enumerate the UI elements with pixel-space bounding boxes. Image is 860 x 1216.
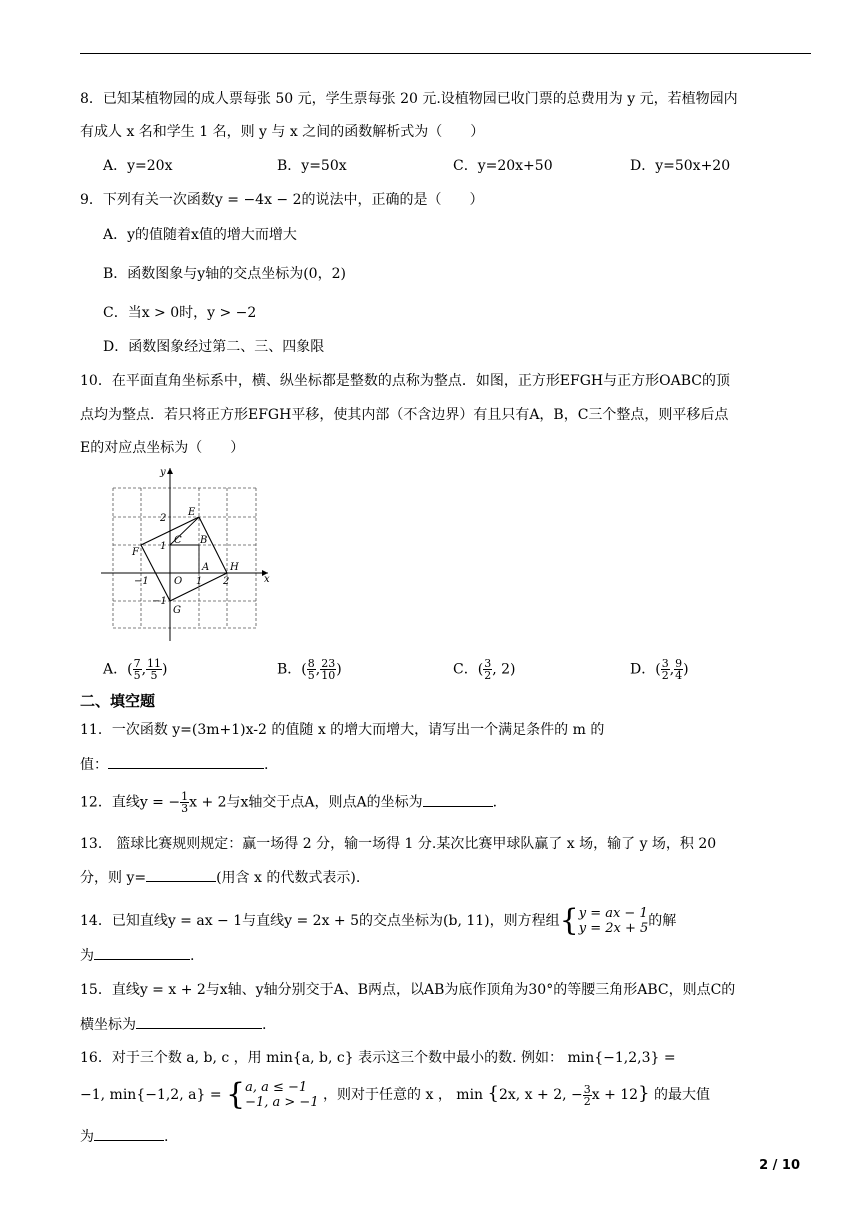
q12-answer-blank[interactable] [423, 792, 493, 807]
fig-axis-x: x [264, 574, 270, 585]
q9-option-d: D．函数图象经过第二、三、四象限 [103, 339, 325, 355]
fig-tick-ym1: −1 [152, 596, 167, 607]
q10-option-c: C．( $\frac{3}{2}$ , 2) [453, 657, 516, 682]
q15-answer-blank[interactable] [136, 1014, 262, 1029]
q11-line1: 11．一次函数 y=(3m+1)x-2 的值随 x 的增大而增大，请写出一个满足条件的 m 的 [80, 722, 605, 738]
q13-line2: 分，则 y= (用含 x 的代数式表示). [80, 867, 360, 888]
q8-option-a: A．y=20x [103, 158, 173, 174]
fig-label-h: H [230, 562, 239, 573]
q13-line1: 13． 篮球比赛规则规定：赢一场得 2 分，输一场得 1 分.某次比赛甲球队赢了 x 场，输了 y 场，积 20 [80, 836, 717, 852]
fig-tick-x2: 2 [223, 576, 230, 587]
fig-tick-y2: 2 [160, 513, 167, 524]
q16-answer-blank[interactable] [94, 1126, 164, 1141]
q16-line1: 16．对于三个数 a, b, c ，用 min{a, b, c} 表示这三个数中最小的数. 例如： min{−1,2,3} = [80, 1050, 676, 1066]
header-rule [80, 53, 811, 54]
q10-stem-line2: 点均为整点．若只将正方形EFGH平移，使其内部（不含边界）有且只有A，B，C三个整点，则平移后点 [80, 407, 729, 423]
q8-option-c: C．y=20x+50 [453, 158, 553, 174]
fig-label-f: F [132, 547, 139, 558]
q13-answer-blank[interactable] [146, 867, 216, 882]
q9-option-c: C．当x > 0时，y > −2 [103, 305, 257, 321]
q10-stem-line1: 10．在平面直角坐标系中，横、纵坐标都是整数的点称为整点．如图，正方形EFGH与正方形OABC的顶 [80, 373, 730, 389]
q10-option-a: A．( $\frac{7}{5}$ , $\frac{11}{5}$ ) [103, 657, 168, 682]
fig-label-o: O [174, 576, 183, 587]
fig-label-c: C [174, 535, 182, 546]
q10-option-b: B．( $\frac{8}{5}$ , $\frac{23}{10}$ ) [277, 657, 342, 682]
section-title: 二、填空题 [80, 692, 156, 710]
page-number: 2 / 10 [759, 1158, 800, 1173]
q14-line2: 为 . [80, 945, 194, 966]
coordinate-figure [96, 463, 281, 643]
fig-tick-xm1: −1 [134, 576, 149, 587]
fig-label-a: A [202, 562, 210, 573]
fig-label-e: E [188, 507, 196, 518]
q8-option-b: B．y=50x [277, 158, 347, 174]
fig-label-b: B [200, 535, 208, 546]
fig-tick-x1: 1 [196, 576, 203, 587]
q15-line1: 15．直线y = x + 2与x轴、y轴分别交于A、B两点，以AB为底作顶角为30°的等腰三角形ABC，则点C的 [80, 982, 736, 998]
q9-option-a: A．y的值随着x值的增大而增大 [103, 227, 297, 243]
q16-line3: 为 . [80, 1126, 168, 1147]
q9-option-b: B．函数图象与y轴的交点坐标为(0，2) [103, 266, 346, 282]
fig-axis-y: y [160, 467, 166, 478]
fig-label-g: G [173, 605, 181, 616]
q8-stem-line2: 有成人 x 名和学生 1 名，则 y 与 x 之间的函数解析式为（ ） [80, 124, 485, 140]
fig-tick-y1: 1 [160, 541, 167, 552]
q11-answer-blank[interactable] [108, 754, 264, 769]
q8-option-d: D．y=50x+20 [630, 158, 731, 174]
q8-stem-line1: 8．已知某植物园的成人票每张 50 元，学生票每张 20 元.设植物园已收门票的总费用为 y 元，若植物园内 [80, 91, 738, 107]
q11-line2: 值： . [80, 754, 268, 775]
q14-answer-blank[interactable] [94, 945, 190, 960]
q9-stem: 9．下列有关一次函数y = −4x − 2的说法中，正确的是（ ） [80, 192, 484, 208]
q10-option-d: D．( $\frac{3}{2}$ , $\frac{9}{4}$ ) [630, 657, 689, 682]
q10-stem-line3: E的对应点坐标为（ ） [80, 440, 245, 456]
q12-line: 12．直线y = − $\frac{1}{3}$ x + 2与x轴交于点A，则点A的坐标为 . [80, 790, 498, 815]
q14-line1: 14．已知直线y = ax − 1与直线y = 2x + 5的交点坐标为(b, 11)，则方程组 { y = ax − 1 y = 2x + 5 的解 [80, 903, 677, 938]
q15-line2: 横坐标为 . [80, 1014, 266, 1035]
q16-line2: −1, min{−1,2, a} = { a, a ≤ −1 −1, a > −1 ，则对于任意的 x ， min {2x, x + 2, − $\frac{3}{2}$ x + 12} 的最大值 [80, 1077, 710, 1112]
